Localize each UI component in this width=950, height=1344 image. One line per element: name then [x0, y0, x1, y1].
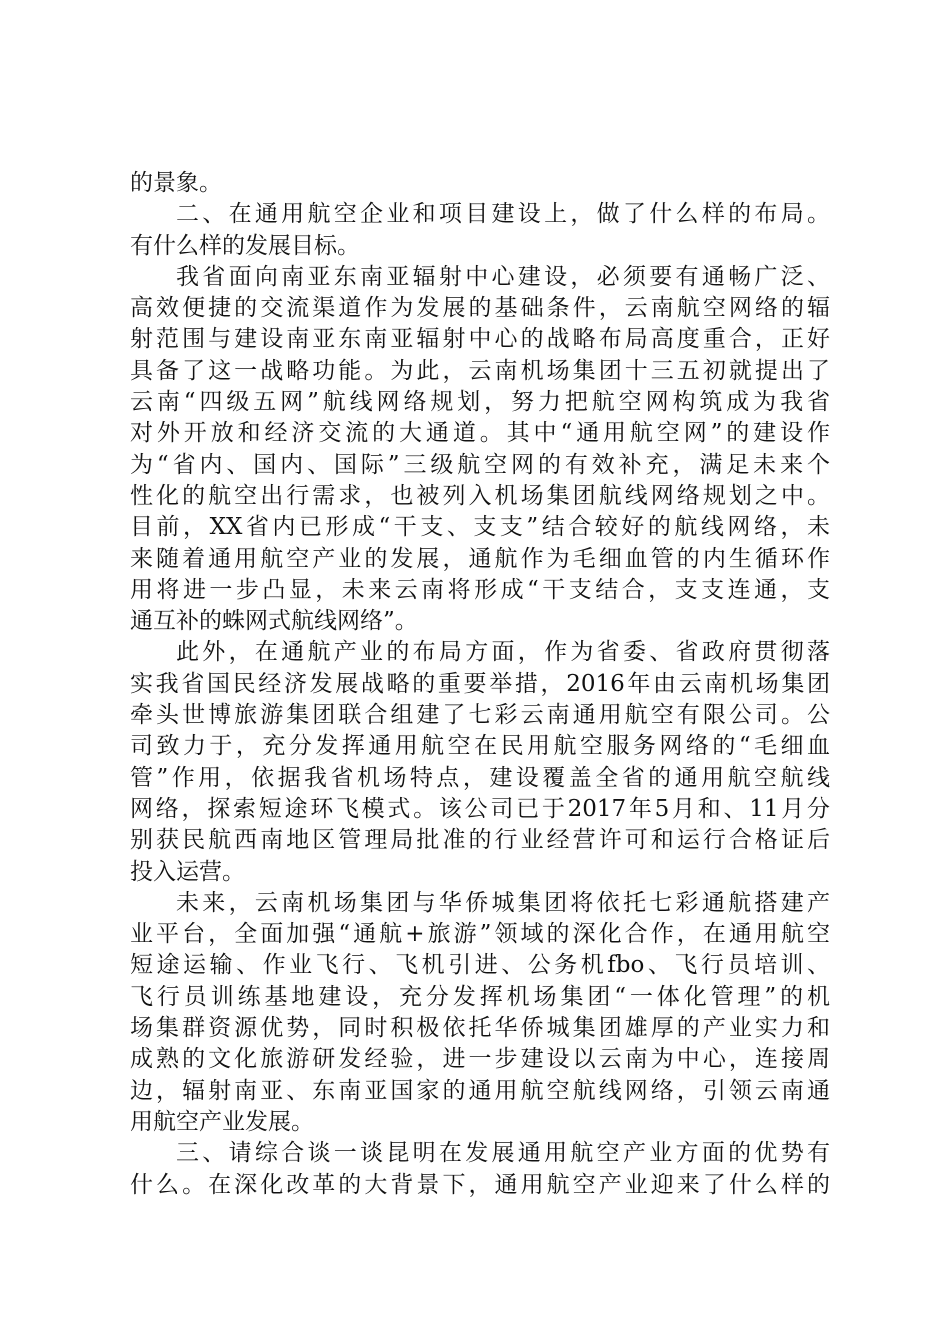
text-line: 对外开放和经济交流的大通道。其中“通用航空网”的建设作	[130, 420, 830, 447]
text-line: 用将进一步凸显，未来云南将形成“干支结合，支支连通，支	[130, 576, 830, 603]
text-line: 短途运输、作业飞行、飞机引进、公务机fbo、飞行员培训、	[130, 952, 830, 979]
text-line: 性化的航空出行需求，也被列入机场集团航线网络规划之中。	[130, 482, 830, 509]
paragraph-first-line: 我省面向南亚东南亚辐射中心建设，必须要有通畅广泛、	[176, 263, 830, 290]
text-line: 飞行员训练基地建设，充分发挥机场集团“一体化管理”的机	[130, 983, 830, 1010]
text-line: 实我省国民经济发展战略的重要举措，2016年由云南机场集团	[130, 670, 830, 697]
text-line: 射范围与建设南亚东南亚辐射中心的战略布局高度重合，正好	[130, 326, 830, 353]
document-body	[130, 168, 830, 1201]
paragraph-first-line: 二、在通用航空企业和项目建设上，做了什么样的布局。	[176, 201, 830, 228]
paragraph-first-line: 三、请综合谈一谈昆明在发展通用航空产业方面的优势有	[176, 1140, 830, 1167]
text-line: 牵头世博旅游集团联合组建了七彩云南通用航空有限公司。公	[130, 702, 830, 729]
text-line: 什么。在深化改革的大背景下，通用航空产业迎来了什么样的	[130, 1171, 830, 1198]
text-line: 司致力于，充分发挥通用航空在民用航空服务网络的“毛细血	[130, 733, 830, 760]
paragraph-first-line: 未来，云南机场集团与华侨城集团将依托七彩通航搭建产	[176, 889, 830, 916]
text-line: 管”作用，依据我省机场特点，建设覆盖全省的通用航空航线	[130, 764, 830, 791]
text-line: 通互补的蛛网式航线网络”。	[130, 608, 418, 635]
text-line: 网络，探索短途环飞模式。该公司已于2017年5月和、11月分	[130, 795, 830, 822]
text-line: 投入运营。	[130, 858, 245, 885]
text-line: 业平台，全面加强“通航+旅游”领域的深化合作，在通用航空	[130, 921, 830, 948]
text-line: 来随着通用航空产业的发展，通航作为毛细血管的内生循环作	[130, 545, 830, 572]
text-line: 高效便捷的交流渠道作为发展的基础条件，云南航空网络的辐	[130, 295, 830, 322]
text-line: 目前，XX省内已形成“干支、支支”结合较好的航线网络，未	[130, 514, 830, 541]
text-line: 用航空产业发展。	[130, 1108, 314, 1135]
text-line: 的景象。	[130, 170, 222, 196]
text-line: 边，辐射南亚、东南亚国家的通用航空航线网络，引领云南通	[130, 1077, 830, 1104]
text-line: 具备了这一战略功能。为此，云南机场集团十三五初就提出了	[130, 357, 830, 384]
text-line: 别获民航西南地区管理局批准的行业经营许可和运行合格证后	[130, 827, 830, 854]
text-line: 场集群资源优势，同时积极依托华侨城集团雄厚的产业实力和	[130, 1015, 830, 1042]
text-line: 成熟的文化旅游研发经验，进一步建设以云南为中心，连接周	[130, 1046, 830, 1073]
text-line: 云南“四级五网”航线网络规划，努力把航空网构筑成为我省	[130, 389, 830, 416]
paragraph-first-line: 此外，在通航产业的布局方面，作为省委、省政府贯彻落	[176, 639, 830, 666]
text-line: 有什么样的发展目标。	[130, 232, 360, 259]
text-line: 为“省内、国内、国际”三级航空网的有效补充，满足未来个	[130, 451, 830, 478]
